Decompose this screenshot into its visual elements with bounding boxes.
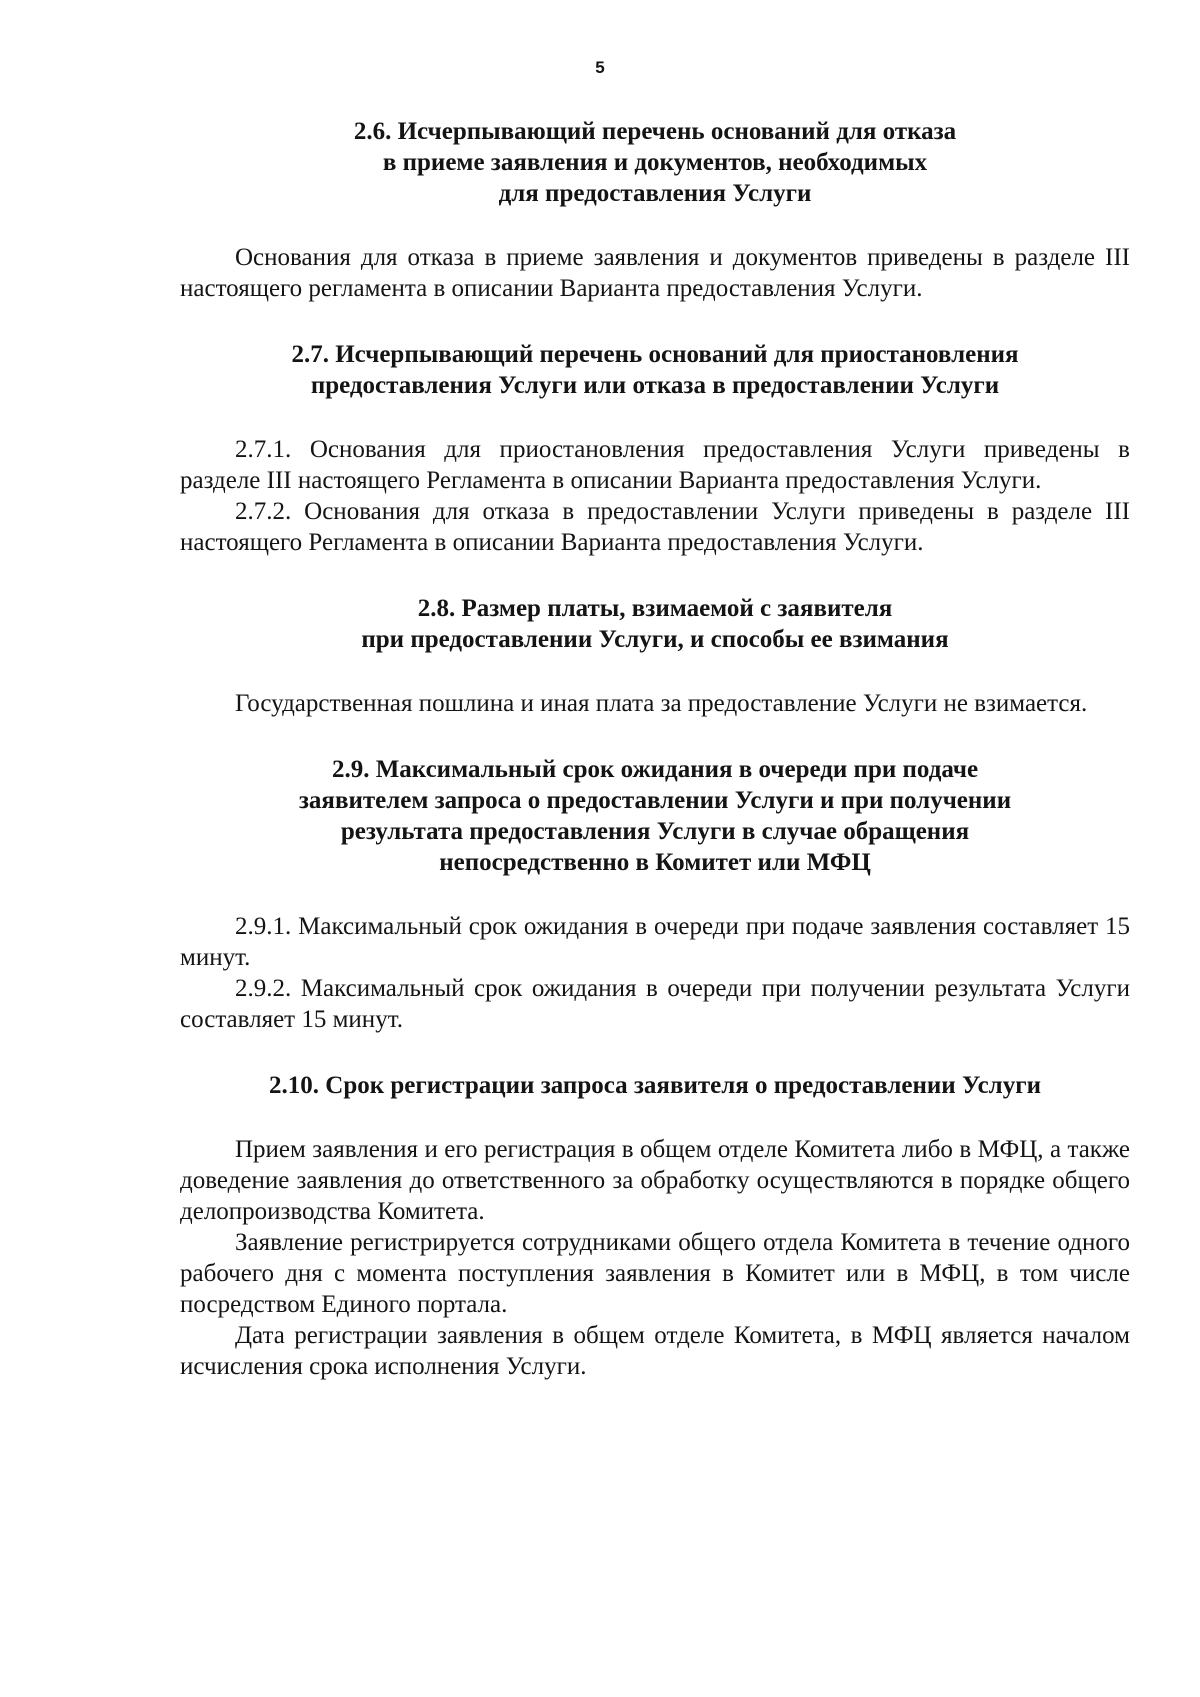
section-heading-2-7 [180,339,1130,401]
heading-line: заявителем запроса о предоставлении Услуги и при получении [298,787,1012,814]
paragraph: 2.7.1. Основания для приостановления предоставления Услуги приведены в разделе III настоящего Регламента в описании Варианта предоставления Услуги. [180,436,1130,494]
heading-line: 2.9. Максимальный срок ожидания в очереди при подаче [331,756,979,783]
heading-line: 2.10. Срок регистрации запроса заявителя о предоставлении Услуги [269,1072,1041,1099]
paragraph: Основания для отказа в приеме заявления и документов приведены в разделе III настоящего регламента в описании Варианта предоставления Услуги. [180,244,1130,302]
heading-line: непосредственно в Комитет или МФЦ [439,849,871,876]
section-heading-2-6 [180,116,1130,209]
paragraph: Прием заявления и его регистрация в общем отделе Комитета либо в МФЦ, а также доведение заявления до ответственного за обработку осуществляются в порядке общего делопроизводства Комитета. [180,1136,1130,1225]
paragraph: 2.9.1. Максимальный срок ожидания в очереди при подаче заявления составляет 15 минут. [180,913,1130,971]
page-number: 5 [595,58,605,77]
heading-line: в приеме заявления и документов, необходимых [382,149,928,176]
heading-line: 2.7. Исчерпывающий перечень оснований для приостановления [291,341,1019,368]
section-heading-2-10 [180,1070,1130,1101]
document-body [180,116,1130,1382]
paragraph: 2.9.2. Максимальный срок ожидания в очереди при получении результата Услуги составляет 15 минут. [180,975,1130,1033]
heading-line: результата предоставления Услуги в случае обращения [340,818,970,845]
paragraph: Заявление регистрируется сотрудниками общего отдела Комитета в течение одного рабочего дня с момента поступления заявления в Комитет или в МФЦ, в том числе посредством Единого портала. [180,1229,1130,1318]
section-heading-2-8 [180,593,1130,655]
section-heading-2-9 [180,754,1130,878]
heading-line: 2.6. Исчерпывающий перечень оснований для отказа [353,118,957,145]
heading-line: при предоставлении Услуги, и способы ее взимания [361,626,949,653]
heading-line: для предоставления Услуги [498,180,812,207]
paragraph: 2.7.2. Основания для отказа в предоставлении Услуги приведены в разделе III настоящего Регламента в описании Варианта предоставления Услуги. [180,498,1130,556]
heading-line: предоставления Услуги или отказа в предоставлении Услуги [310,372,1000,399]
heading-line: 2.8. Размер платы, взимаемой с заявителя [417,595,893,622]
paragraph: Дата регистрации заявления в общем отделе Комитета, в МФЦ является началом исчисления срока исполнения Услуги. [180,1322,1130,1380]
paragraph: Государственная пошлина и иная плата за предоставление Услуги не взимается. [235,690,1088,717]
